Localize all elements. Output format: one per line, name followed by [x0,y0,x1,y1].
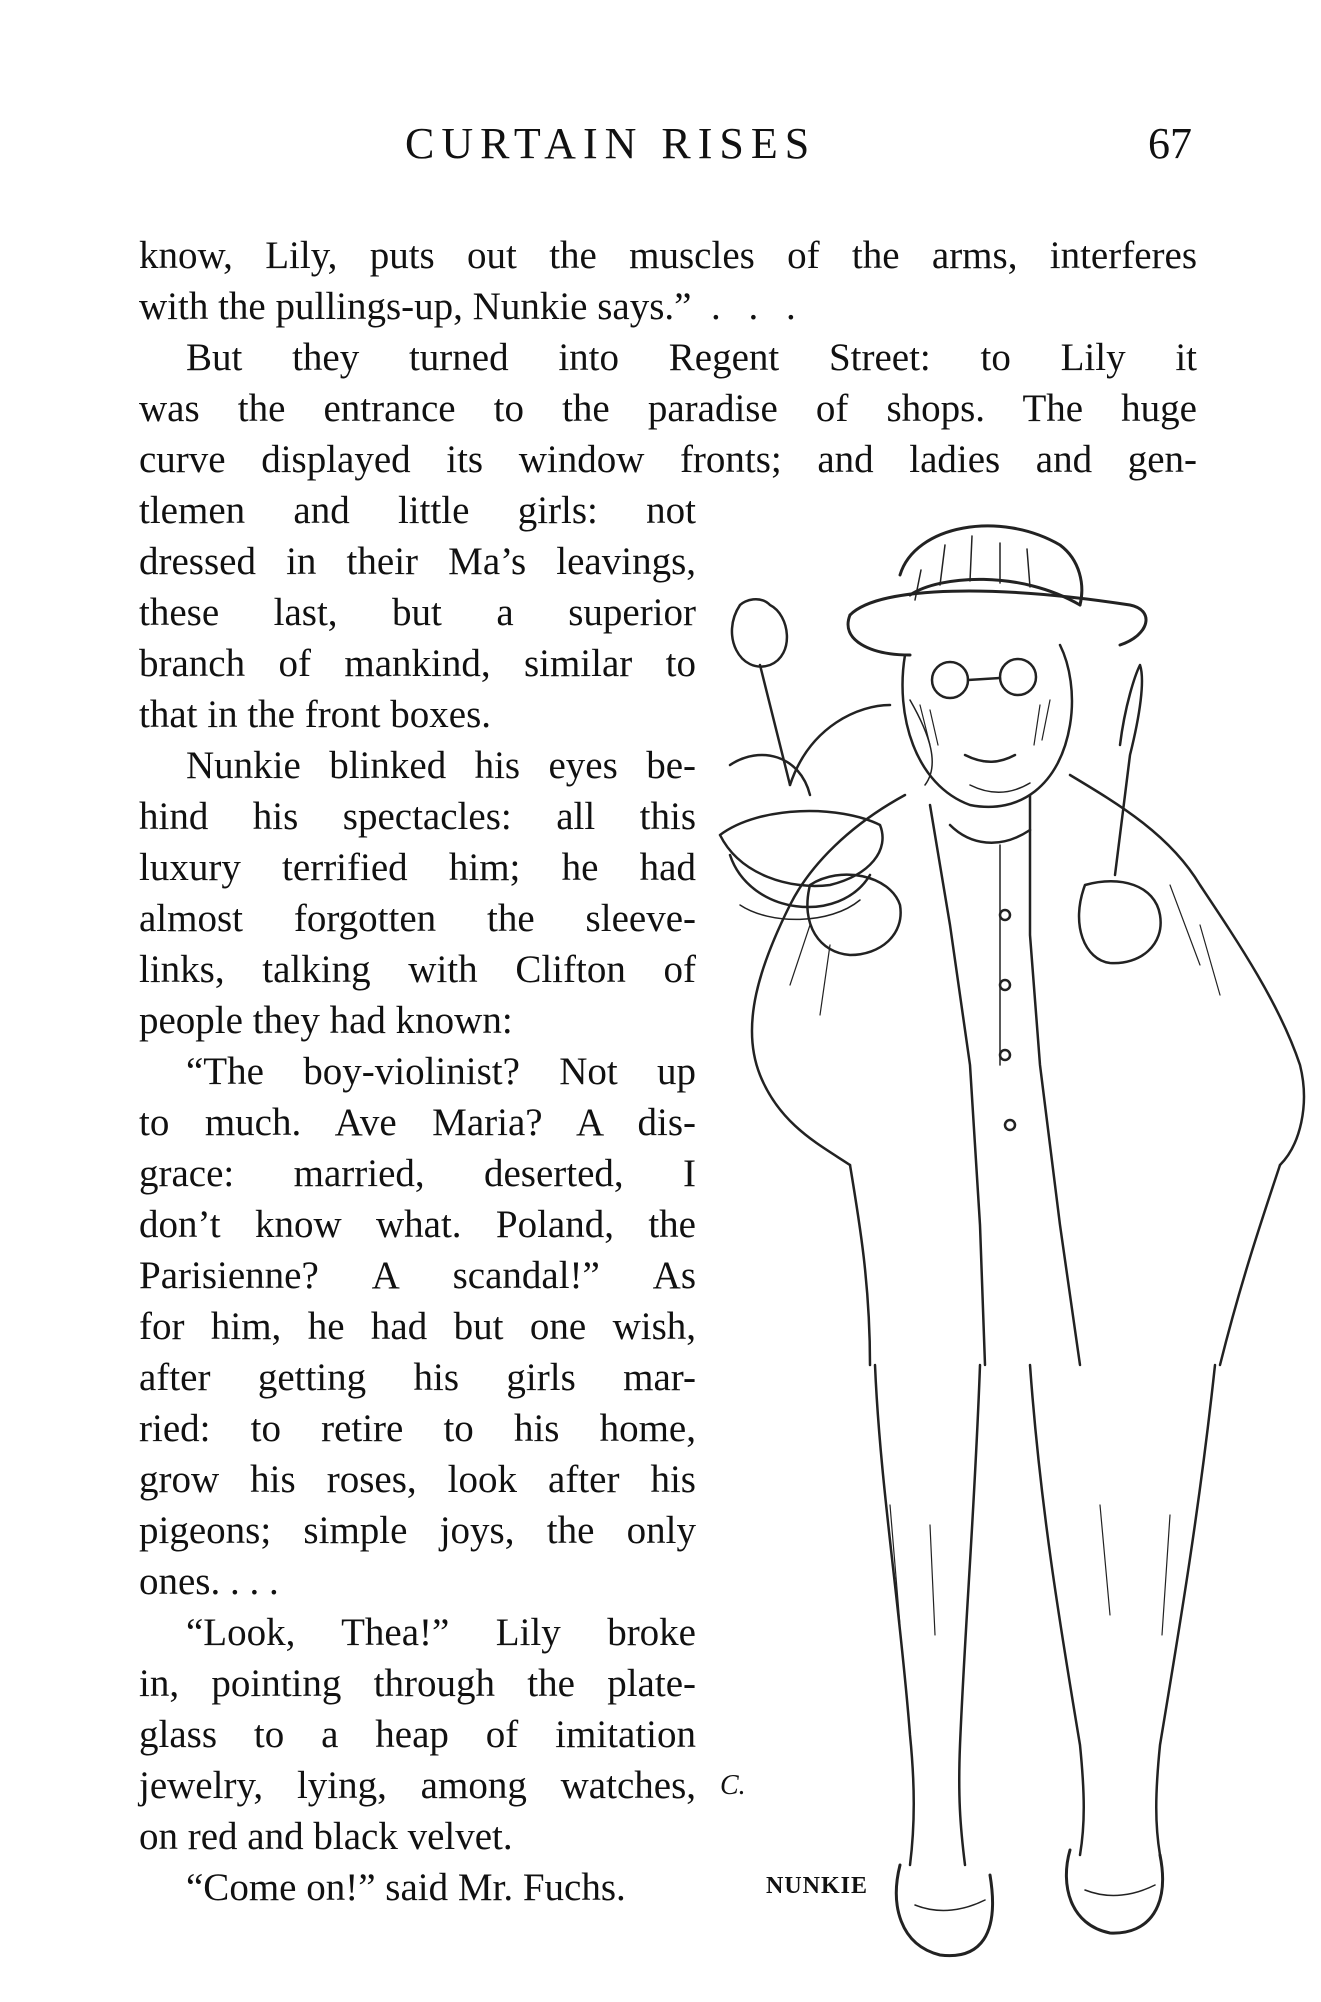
text-line: But they turned into Regent Street: to Lily it [186,336,1197,379]
text-line [139,281,1197,332]
column-paragraphs [139,485,696,1913]
text-line: Nunkie blinked his eyes be- [186,744,696,787]
text-line: jewelry, lying, among watches, [139,1764,696,1807]
legs-drawing [875,1365,1215,1865]
text-line: don’t know what. Poland, the [139,1203,696,1246]
text-line: in, pointing through the plate- [139,1662,696,1705]
text-line: ried: to retire to his home, [139,1407,696,1450]
text-line: ones. . . . [139,1560,279,1603]
text-line: Parisienne? A scandal!” As [139,1254,696,1297]
text-line: grow his roses, look after his [139,1458,696,1501]
text-line: links, talking with Clifton of [139,948,696,991]
face-drawing [903,645,1072,807]
running-head-title: CURTAIN RISES [405,119,817,168]
text-line: “Come on!” said Mr. Fuchs. [186,1866,626,1909]
text-line: almost forgotten the sleeve- [139,897,696,940]
text-line: glass to a heap of imitation [139,1713,696,1756]
illustration-caption: NUNKIE [766,1873,869,1899]
text-line: pigeons; simple joys, the only [139,1509,696,1552]
page-number: 67 [1148,119,1192,168]
text-line: luxury terrified him; he had [139,846,696,889]
text-line: people they had known: [139,999,513,1042]
shoes-drawing [896,1850,1162,1956]
text-line: curve displayed its window fronts; and ladies and gen- [139,438,1197,481]
text-line: grace: married, deserted, I [139,1152,696,1195]
top-paragraphs [139,230,1197,485]
text-line: branch of mankind, similar to [139,642,696,685]
text-line: to much. Ave Maria? A dis- [139,1101,696,1144]
text-line: tlemen and little girls: not [139,489,696,532]
artist-signature: C. [720,1770,746,1801]
coat-drawing [752,775,1304,1365]
text-line: that in the front boxes. [139,693,492,736]
text-line: “Look, Thea!” Lily broke [186,1611,696,1654]
text-line: hind his spectacles: all this [139,795,696,838]
nunkie-illustration [700,505,1320,2000]
text-line: after getting his girls mar- [139,1356,696,1399]
text-line: was the entrance to the paradise of shops. The huge [139,387,1197,430]
hat-drawing [848,526,1146,655]
text-line: on red and black velvet. [139,1815,513,1858]
text-line: know, Lily, puts out the muscles of the arms, interferes [139,234,1197,277]
text-line: dressed in their Ma’s leavings, [139,540,696,583]
text-line-content: with the pullings-up, Nunkie says.” [139,285,692,328]
ellipsis: . . . [710,285,805,328]
text-line: for him, he had but one wish, [139,1305,696,1348]
text-line: “The boy-violinist? Not up [186,1050,696,1093]
text-line: these last, but a superior [139,591,696,634]
